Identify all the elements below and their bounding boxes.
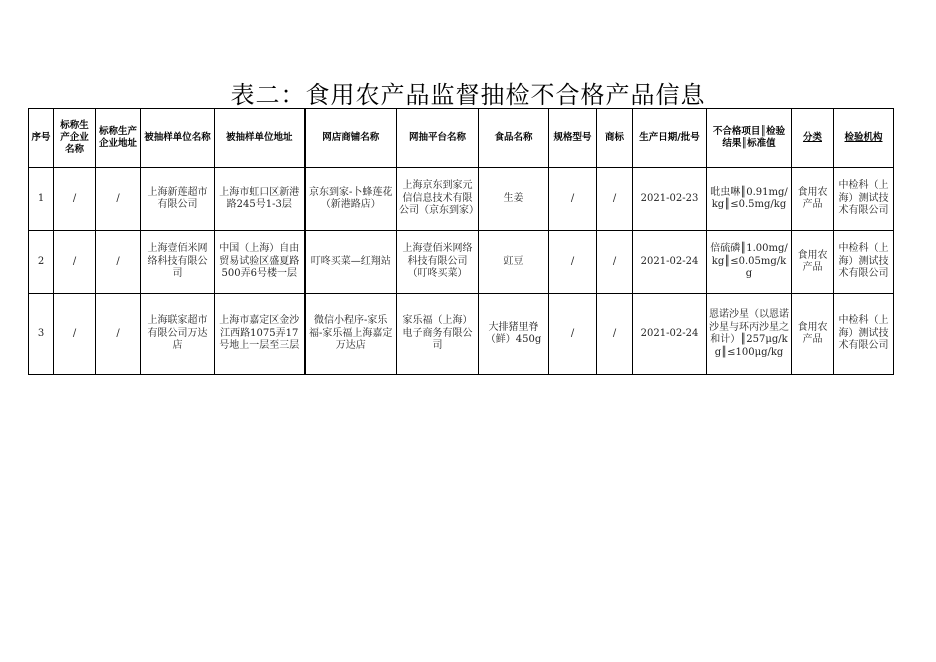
cell-agency: 中检科（上海）测试技术有限公司	[834, 294, 894, 375]
header-agency-label: 检验机构	[844, 132, 883, 143]
cell-spec: /	[549, 168, 597, 231]
cell-category: 食用农产品	[792, 231, 834, 294]
header-platform: 网抽平台名称	[397, 109, 479, 168]
header-sampled-addr: 被抽样单位地址	[215, 109, 305, 168]
cell-agency: 中检科（上海）测试技术有限公司	[834, 231, 894, 294]
cell-seq: 3	[29, 294, 54, 375]
header-category-label: 分类	[802, 132, 822, 143]
cell-sampled-addr: 上海市虹口区新港路245号1-3层	[215, 168, 305, 231]
cell-maker-name: /	[54, 231, 96, 294]
cell-date: 2021-02-24	[633, 294, 707, 375]
cell-food-name: 大排猪里脊（鲜）450g	[479, 294, 549, 375]
cell-agency: 中检科（上海）测试技术有限公司	[834, 168, 894, 231]
header-agency	[834, 109, 894, 168]
cell-brand: /	[597, 231, 633, 294]
header-spec: 规格型号	[549, 109, 597, 168]
cell-maker-addr: /	[96, 231, 141, 294]
cell-platform: 上海京东到家元信信息技术有限公司（京东到家）	[397, 168, 479, 231]
header-category	[792, 109, 834, 168]
cell-brand: /	[597, 168, 633, 231]
cell-sampled-unit: 上海壹佰米网络科技有限公司	[141, 231, 215, 294]
cell-platform: 上海壹佰米网络科技有限公司（叮咚买菜）	[397, 231, 479, 294]
header-maker-addr: 标称生产企业地址	[96, 109, 141, 168]
cell-date: 2021-02-23	[633, 168, 707, 231]
cell-item: 倍硫磷║1.00mg/kg║≤0.05mg/kg	[707, 231, 792, 294]
cell-category: 食用农产品	[792, 294, 834, 375]
header-brand: 商标	[597, 109, 633, 168]
cell-shop-name: 京东到家-卜蜂莲花（新港路店）	[305, 168, 397, 231]
cell-item: 恩诺沙星（以恩诺沙星与环丙沙星之和计）║257μg/kg║≤100μg/kg	[707, 294, 792, 375]
table-row	[29, 231, 894, 294]
table-row	[29, 294, 894, 375]
cell-maker-name: /	[54, 168, 96, 231]
header-date: 生产日期/批号	[633, 109, 707, 168]
cell-sampled-addr: 上海市嘉定区金沙江西路1075弄17号地上一层至三层	[215, 294, 305, 375]
cell-sampled-unit: 上海联家超市有限公司万达店	[141, 294, 215, 375]
cell-seq: 2	[29, 231, 54, 294]
cell-sampled-addr: 中国（上海）自由贸易试验区盛夏路500弄6号楼一层	[215, 231, 305, 294]
table-header-row	[29, 109, 894, 168]
cell-seq: 1	[29, 168, 54, 231]
cell-food-name: 生姜	[479, 168, 549, 231]
results-table	[28, 108, 894, 375]
cell-maker-addr: /	[96, 168, 141, 231]
cell-spec: /	[549, 231, 597, 294]
cell-maker-addr: /	[96, 294, 141, 375]
cell-brand: /	[597, 294, 633, 375]
cell-platform: 家乐福（上海）电子商务有限公司	[397, 294, 479, 375]
cell-maker-name: /	[54, 294, 96, 375]
table-row	[29, 168, 894, 231]
cell-sampled-unit: 上海新莲超市有限公司	[141, 168, 215, 231]
cell-item: 吡虫啉║0.91mg/kg║≤0.5mg/kg	[707, 168, 792, 231]
cell-date: 2021-02-24	[633, 231, 707, 294]
header-item: 不合格项目║检验结果║标准值	[707, 109, 792, 168]
header-maker-name: 标称生产企业名称	[54, 109, 96, 168]
header-seq: 序号	[29, 109, 54, 168]
page-title: 表二：食用农产品监督抽检不合格产品信息	[230, 81, 706, 109]
cell-category: 食用农产品	[792, 168, 834, 231]
cell-shop-name: 叮咚买菜—红翔站	[305, 231, 397, 294]
cell-spec: /	[549, 294, 597, 375]
cell-shop-name: 微信小程序-家乐福-家乐福上海嘉定万达店	[305, 294, 397, 375]
header-shop-name: 网店商铺名称	[305, 109, 397, 168]
cell-food-name: 豇豆	[479, 231, 549, 294]
header-food-name: 食品名称	[479, 109, 549, 168]
header-sampled-unit: 被抽样单位名称	[141, 109, 215, 168]
